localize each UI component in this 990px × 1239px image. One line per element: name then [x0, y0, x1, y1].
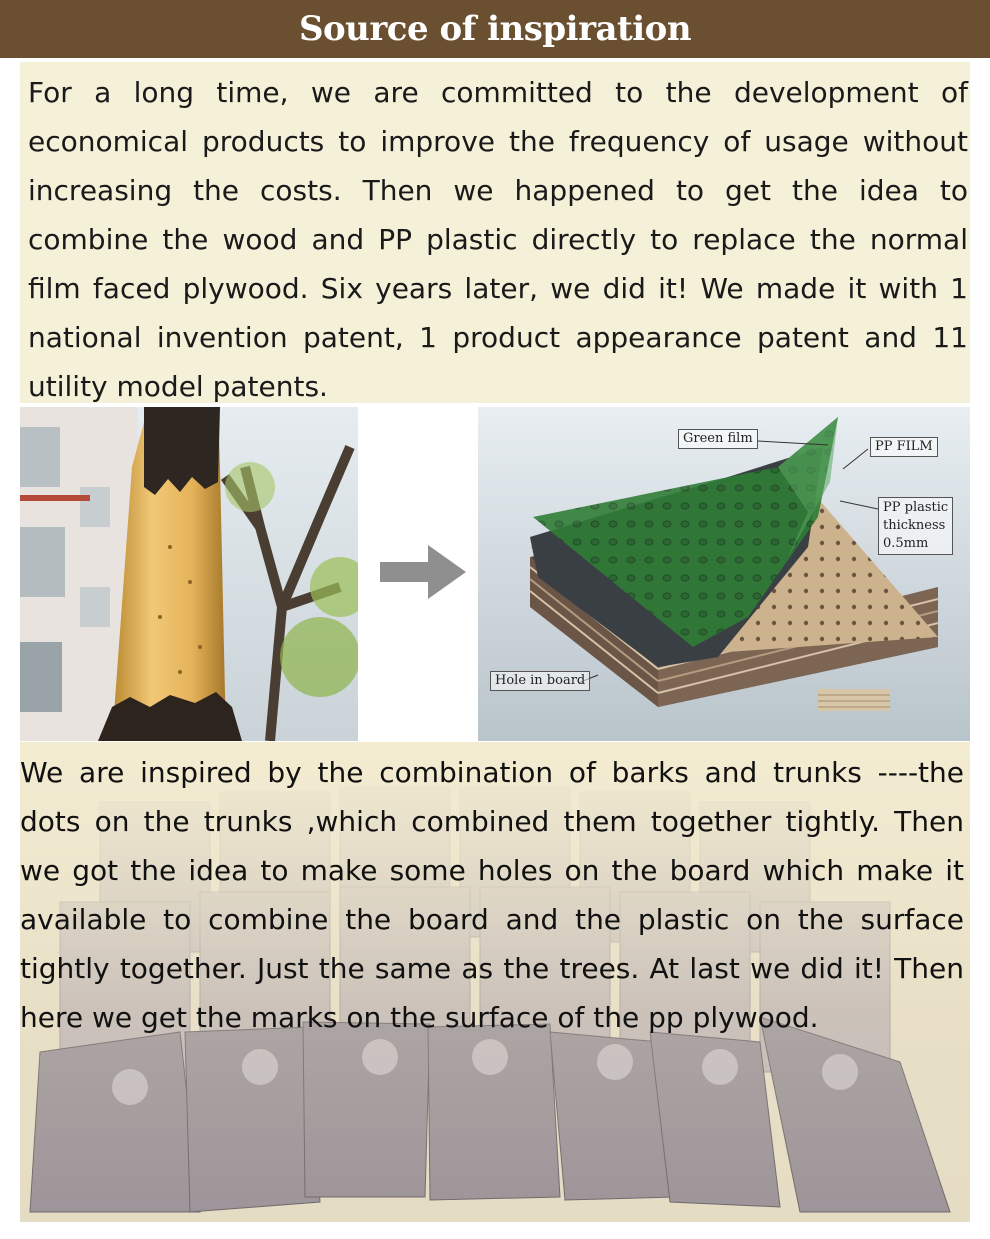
pp-plastic-label-line2: thickness [883, 518, 946, 533]
pp-plastic-label-line1: PP plastic [883, 500, 949, 515]
inspiration-panel [20, 742, 970, 1222]
intro-panel [20, 62, 970, 403]
board-layer-diagram [478, 407, 970, 741]
intro-paragraph: For a long time, we are committed to the development of economical products to improve the frequency of usage without increasing the costs. Then we happened to get the idea to combine the wood and PP plastic directly to replace the normal film faced plywood. Six years later, we did it! We made it with 1 national invention patent, 1 product appearance patent and 11 utility model patents. [28, 76, 968, 403]
pp-film-label: PP FILM [870, 437, 938, 457]
tree-trunk-photo [20, 407, 358, 741]
inspiration-paragraph: We are inspired by the combination of barks and trunks ----the dots on the trunks ,which combined them together tightly. Then we got the idea to make some holes on the board which make it available to combine the board and the plastic on the surface tightly together. Just the same as the trees. At last we did it! Then here we get the marks on the surface of the pp plywood. [20, 756, 964, 1034]
right-arrow-icon [380, 545, 468, 599]
hole-in-board-label: Hole in board [490, 671, 590, 691]
page-header [0, 0, 990, 58]
green-film-label: Green film [678, 429, 758, 449]
pp-plastic-label-line3: 0.5mm [883, 536, 929, 551]
pp-plastic-label [878, 497, 953, 555]
page-title: Source of inspiration [298, 9, 692, 49]
